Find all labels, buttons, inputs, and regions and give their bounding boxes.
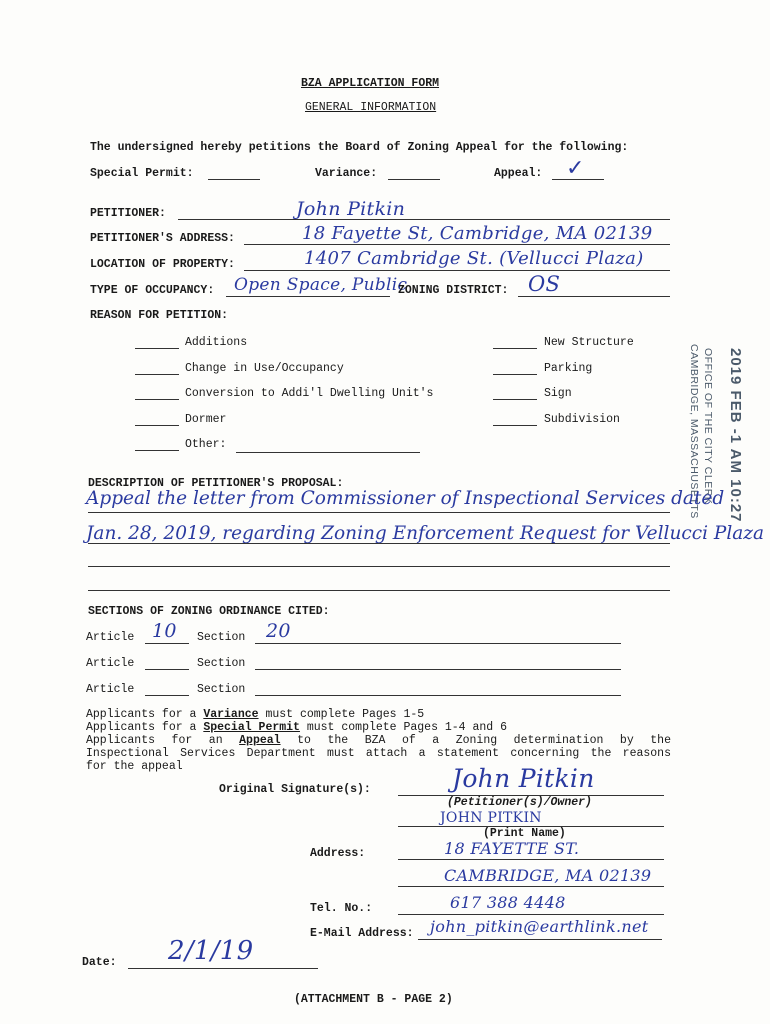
stamp-office: OFFICE OF THE CITY CLERK	[702, 348, 714, 505]
section-label-3: Section	[197, 683, 246, 696]
appeal-keyword: Appeal	[239, 734, 281, 747]
instruction-word: Zoning	[455, 734, 498, 747]
special-permit-label: Special Permit:	[90, 167, 194, 180]
page-footer: (ATTACHMENT B - PAGE 2)	[294, 993, 453, 1006]
reason-new-structure: New Structure	[544, 336, 634, 349]
intro-text: The undersigned hereby petitions the Board of Zoning Appeal for the following:	[90, 141, 629, 154]
additions-blank[interactable]	[135, 348, 179, 349]
section-blank-3[interactable]	[255, 695, 621, 696]
tel-line	[398, 914, 664, 915]
occupancy-line	[226, 296, 390, 297]
instruction-word: must	[327, 747, 355, 760]
location-value[interactable]: 1407 Cambridge St. (Vellucci Plaza)	[304, 248, 644, 269]
proposal-rule-3	[88, 566, 670, 567]
address-sig-rule-1	[398, 859, 664, 860]
parking-blank[interactable]	[493, 374, 537, 375]
reason-sign: Sign	[544, 387, 572, 400]
location-line	[244, 270, 670, 271]
instruction-word: Inspectional	[86, 747, 169, 760]
proposal-rule-1	[88, 512, 670, 513]
article-blank-1[interactable]	[145, 643, 189, 644]
date-line	[128, 968, 318, 969]
print-name-value[interactable]: JOHN PITKIN	[440, 810, 542, 826]
instruction-word: for	[171, 734, 193, 747]
reason-change-use: Change in Use/Occupancy	[185, 362, 344, 375]
form-title: BZA APPLICATION FORM	[301, 77, 440, 90]
address-sig-rule-2	[398, 886, 664, 887]
proposal-line-2[interactable]: Jan. 28, 2019, regarding Zoning Enforcement Request for Vellucci Plaza	[86, 523, 765, 544]
article-label-1: Article	[86, 631, 135, 644]
stamp-city: CAMBRIDGE, MASSACHUSETTS	[688, 344, 700, 519]
tel-label: Tel. No.:	[310, 902, 373, 915]
zoning-line	[518, 296, 670, 297]
instruction-word: to	[297, 734, 311, 747]
special-permit-keyword: Special Permit	[203, 721, 300, 734]
section-blank-1[interactable]	[255, 643, 621, 644]
instruction-word: concerning	[510, 747, 580, 760]
email-line	[418, 939, 662, 940]
instruction-word: an	[208, 734, 223, 747]
instruction-text: must complete Pages 1-4 and 6	[299, 721, 507, 734]
section-value-1[interactable]: 20	[266, 620, 291, 642]
address-sig-line-2[interactable]: CAMBRIDGE, MA 02139	[444, 866, 652, 885]
instruction-word: the	[650, 734, 671, 747]
proposal-label: DESCRIPTION OF PETITIONER'S PROPOSAL:	[88, 477, 344, 490]
instruction-word: a	[418, 747, 426, 760]
section-label-2: Section	[197, 657, 246, 670]
form-subtitle: GENERAL INFORMATION	[305, 101, 437, 114]
instruction-line-variance	[86, 708, 671, 721]
sign-blank[interactable]	[493, 399, 537, 400]
instruction-word: BZA	[364, 734, 386, 747]
other-blank[interactable]	[135, 450, 179, 451]
instruction-word: statement	[436, 747, 499, 760]
reason-parking: Parking	[544, 362, 593, 375]
reason-additions: Additions	[185, 336, 248, 349]
instruction-word: determination	[513, 734, 604, 747]
occupancy-label: TYPE OF OCCUPANCY:	[90, 284, 215, 297]
dormer-blank[interactable]	[135, 425, 179, 426]
section-label-1: Section	[197, 631, 246, 644]
instruction-line-inspectional	[86, 747, 671, 760]
tel-value[interactable]: 617 388 4448	[450, 893, 566, 912]
reason-dormer: Dormer	[185, 413, 227, 426]
petitioner-signature[interactable]: John Pitkin	[452, 764, 595, 793]
appeal-label: Appeal:	[494, 167, 543, 180]
date-label: Date:	[82, 956, 117, 969]
article-blank-2[interactable]	[145, 669, 189, 670]
proposal-rule-2	[88, 543, 670, 544]
appeal-check-mark: ✓	[566, 156, 585, 181]
instruction-word: reasons	[622, 747, 671, 760]
new-structure-blank[interactable]	[493, 348, 537, 349]
reason-subdivision: Subdivision	[544, 413, 620, 426]
other-description-line[interactable]	[236, 452, 420, 453]
address-line	[244, 244, 670, 245]
instruction-word: the	[590, 747, 612, 760]
variance-keyword: Variance	[203, 708, 259, 721]
variance-blank[interactable]	[388, 179, 440, 180]
article-label-3: Article	[86, 683, 135, 696]
email-value[interactable]: john_pitkin@earthlink.net	[430, 917, 649, 936]
zoning-value[interactable]: OS	[528, 272, 561, 296]
article-value-1[interactable]: 10	[152, 620, 177, 642]
section-blank-2[interactable]	[255, 669, 621, 670]
article-label-2: Article	[86, 657, 135, 670]
occupancy-value[interactable]: Open Space, Public	[234, 275, 408, 295]
zoning-label: ZONING DISTRICT:	[398, 284, 509, 297]
special-permit-blank[interactable]	[208, 179, 260, 180]
conversion-blank[interactable]	[135, 399, 179, 400]
address-value[interactable]: 18 Fayette St, Cambridge, MA 02139	[302, 223, 653, 244]
proposal-line-1[interactable]: Appeal the letter from Commissioner of Inspectional Services dated	[86, 488, 725, 509]
instruction-word: a	[432, 734, 440, 747]
instruction-word: Applicants	[86, 734, 156, 747]
instruction-word: Services	[180, 747, 236, 760]
date-value[interactable]: 2/1/19	[168, 936, 254, 966]
email-label: E-Mail Address:	[310, 927, 414, 940]
instruction-line-appeal	[86, 734, 671, 747]
subdivision-blank[interactable]	[493, 425, 537, 426]
change-use-blank[interactable]	[135, 374, 179, 375]
instruction-word: attach	[365, 747, 408, 760]
instruction-word: the	[327, 734, 349, 747]
instruction-line-special-permit	[86, 721, 671, 734]
petitioner-label: PETITIONER:	[90, 207, 166, 220]
instruction-line-end: for the appeal	[86, 760, 183, 773]
location-label: LOCATION OF PROPERTY:	[90, 258, 235, 271]
reason-other: Other:	[185, 438, 227, 451]
petitioner-line	[178, 219, 670, 220]
instruction-text: must complete Pages 1-5	[258, 708, 425, 721]
address-label: PETITIONER'S ADDRESS:	[90, 232, 235, 245]
stamp-date: 2019 FEB -1 AM 10:27	[727, 348, 744, 523]
reason-label: REASON FOR PETITION:	[90, 309, 229, 322]
instruction-text: Applicants for a	[86, 721, 204, 734]
proposal-rule-4	[88, 590, 670, 591]
signer-caption: (Petitioner(s)/Owner)	[447, 796, 592, 809]
signature-label: Original Signature(s):	[219, 783, 371, 796]
instruction-word: by	[619, 734, 634, 747]
instruction-word: of	[401, 734, 416, 747]
instruction-text: Applicants for a	[86, 708, 204, 721]
article-blank-3[interactable]	[145, 695, 189, 696]
sections-label: SECTIONS OF ZONING ORDINANCE CITED:	[88, 605, 330, 618]
address-sig-line-1[interactable]: 18 FAYETTE ST.	[444, 839, 580, 858]
petitioner-value[interactable]: John Pitkin	[296, 198, 406, 220]
print-name-caption: (Print Name)	[483, 827, 566, 840]
reason-conversion: Conversion to Addi'l Dwelling Unit's	[185, 387, 434, 400]
variance-label: Variance:	[315, 167, 378, 180]
instruction-word: Department	[246, 747, 316, 760]
address-sig-label: Address:	[310, 847, 366, 860]
